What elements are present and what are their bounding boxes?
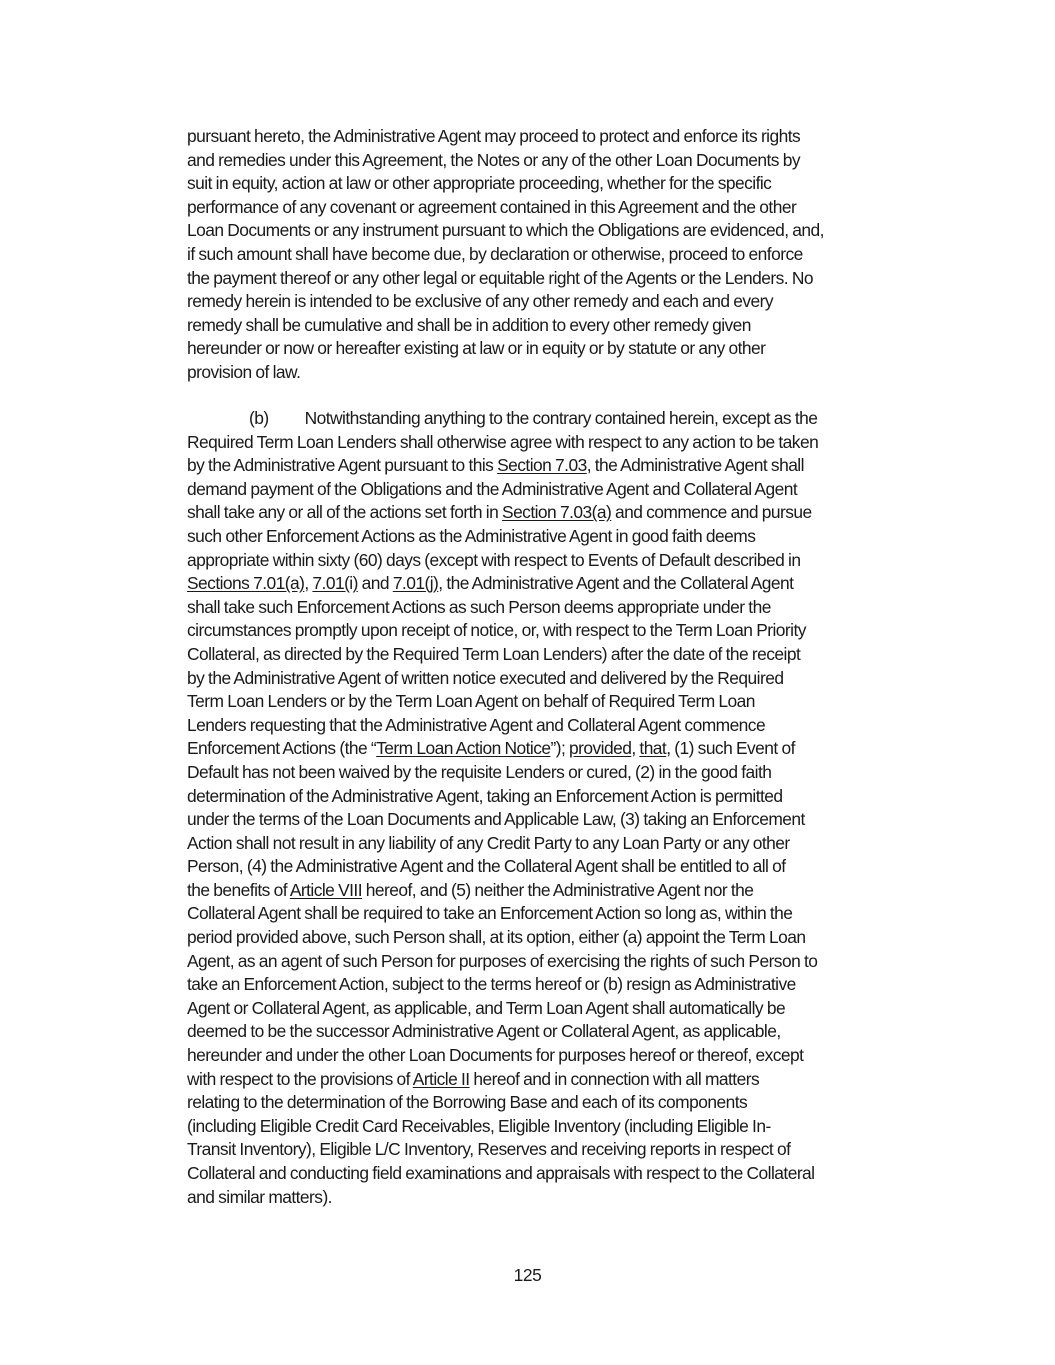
- paragraph-line: Default has not been waived by the requisite Lenders or cured, (2) in the good faith: [187, 761, 772, 782]
- paragraph-line: Term Loan Lenders or by the Term Loan Agent on behalf of Required Term Loan: [187, 691, 755, 712]
- line-text: hereof and in connection with all matters: [469, 1068, 760, 1089]
- line-text: with respect to the provisions of: [187, 1068, 413, 1089]
- line-text: ,: [631, 738, 640, 759]
- line-text: and: [357, 573, 393, 594]
- section-reference: 7.01(j): [392, 573, 439, 594]
- clause-label: (b): [249, 408, 269, 428]
- paragraph-line: [187, 407, 932, 431]
- paragraph-line: period provided above, such Person shall, at its option, either (a) appoint the Term Loan: [187, 927, 806, 948]
- paragraph-line: shall take such Enforcement Actions as such Person deems appropriate under the: [187, 596, 771, 617]
- paragraph-line: by the Administrative Agent of written notice executed and delivered by the Required: [187, 667, 784, 688]
- paragraph-line: Agent or Collateral Agent, as applicable, and Term Loan Agent shall automatically be: [187, 997, 786, 1018]
- paragraph-line: appropriate within sixty (60) days (except with respect to Events of Default described in: [187, 549, 801, 570]
- paragraph-line: Agent, as an agent of such Person for purposes of exercising the rights of such Person to: [187, 950, 818, 971]
- paragraph-a: [187, 125, 932, 385]
- paragraph-b: [187, 407, 932, 1209]
- paragraph-line: Loan Documents or any instrument pursuant to which the Obligations are evidenced, and,: [187, 220, 824, 241]
- paragraph-line: circumstances promptly upon receipt of notice, or, with respect to the Term Loan Priority: [187, 620, 806, 641]
- line-text: , the Administrative Agent shall: [586, 455, 804, 476]
- paragraph-line: under the terms of the Loan Documents and Applicable Law, (3) taking an Enforcement: [187, 809, 805, 830]
- line-text: , the Administrative Agent and the Collateral Agent: [438, 573, 794, 594]
- page-number: 125: [513, 1265, 542, 1285]
- section-reference: Section 7.03(a): [502, 502, 612, 523]
- line-text: Enforcement Actions (the “: [187, 738, 377, 759]
- paragraph-line: and similar matters).: [187, 1186, 332, 1207]
- paragraph-line: hereunder or now or hereafter existing at law or in equity or by statute or any other: [187, 338, 766, 359]
- paragraph-line: performance of any covenant or agreement contained in this Agreement and the other: [187, 196, 797, 217]
- paragraph-line: and remedies under this Agreement, the Notes or any of the other Loan Documents by: [187, 149, 800, 170]
- paragraph-line: remedy shall be cumulative and shall be in addition to every other remedy given: [187, 314, 751, 335]
- paragraph-line: demand payment of the Obligations and the Administrative Agent and Collateral Agent: [187, 478, 798, 499]
- proviso-word: that: [639, 738, 667, 759]
- paragraph-line: Collateral and conducting field examinations and appraisals with respect to the Collateral: [187, 1163, 815, 1183]
- line-text: and commence and pursue: [611, 502, 812, 523]
- line-text: , (1) such Event of: [666, 738, 795, 759]
- paragraph-line: provision of law.: [187, 361, 301, 382]
- paragraph-line: determination of the Administrative Agent, taking an Enforcement Action is permitted: [187, 785, 783, 806]
- paragraph-line: if such amount shall have become due, by declaration or otherwise, proceed to enforce: [187, 243, 803, 264]
- article-reference: Article II: [412, 1068, 470, 1089]
- paragraph-line: suit in equity, action at law or other appropriate proceeding, whether for the specific: [187, 173, 772, 194]
- line-text: hereof, and (5) neither the Administrative Agent nor the: [361, 879, 754, 900]
- paragraph-line: Required Term Loan Lenders shall otherwise agree with respect to any action to be taken: [187, 431, 819, 452]
- paragraph-line: [187, 1068, 932, 1092]
- line-text: shall take any or all of the actions set forth in: [187, 502, 503, 523]
- paragraph-line: [187, 572, 932, 596]
- paragraph-line: deemed to be the successor Administrative Agent or Collateral Agent, as applicable,: [187, 1021, 781, 1042]
- line-text: Notwithstanding anything to the contrary contained herein, except as the: [304, 408, 818, 428]
- paragraph-line: relating to the determination of the Borrowing Base and each of its components: [187, 1092, 748, 1113]
- paragraph-line: [187, 737, 932, 761]
- paragraph-line: such other Enforcement Actions as the Administrative Agent in good faith deems: [187, 525, 756, 546]
- article-reference: Article VIII: [289, 879, 362, 900]
- proviso-word: provided: [569, 738, 632, 759]
- paragraph-line: take an Enforcement Action, subject to the terms hereof or (b) resign as Administrative: [187, 974, 796, 995]
- section-reference: Sections 7.01(a): [187, 573, 305, 594]
- line-text: ”);: [550, 738, 570, 759]
- paragraph-line: remedy herein is intended to be exclusive of any other remedy and each and every: [187, 291, 774, 312]
- line-text: ,: [304, 573, 313, 594]
- paragraph-line: hereunder and under the other Loan Documents for purposes hereof or thereof, except: [187, 1045, 804, 1066]
- paragraph-line: Action shall not result in any liability of any Credit Party to any Loan Party or any other: [187, 832, 790, 853]
- line-text: by the Administrative Agent pursuant to this: [187, 455, 498, 476]
- paragraph-line: Collateral Agent shall be required to take an Enforcement Action so long as, within the: [187, 903, 793, 924]
- paragraph-line: [187, 454, 932, 478]
- paragraph-line: (including Eligible Credit Card Receivables, Eligible Inventory (including Eligible In-: [187, 1115, 771, 1136]
- section-reference: 7.01(i): [312, 573, 358, 594]
- paragraph-line: [187, 501, 932, 525]
- defined-term: Term Loan Action Notice: [376, 738, 551, 759]
- paragraph-line: the payment thereof or any other legal or equitable right of the Agents or the Lenders. No: [187, 267, 814, 288]
- paragraph-line: Collateral, as directed by the Required Term Loan Lenders) after the date of the receipt: [187, 643, 801, 664]
- paragraph-line: [187, 879, 932, 903]
- paragraph-line: Lenders requesting that the Administrative Agent and Collateral Agent commence: [187, 714, 766, 735]
- paragraph-line: Person, (4) the Administrative Agent and the Collateral Agent shall be entitled to all of: [187, 856, 786, 877]
- line-text: the benefits of: [187, 879, 290, 900]
- paragraph-line: Transit Inventory), Eligible L/C Inventory, Reserves and receiving reports in respect of: [187, 1139, 791, 1160]
- section-reference: Section 7.03: [497, 455, 587, 476]
- paragraph-line: pursuant hereto, the Administrative Agent may proceed to protect and enforce its rights: [187, 126, 801, 146]
